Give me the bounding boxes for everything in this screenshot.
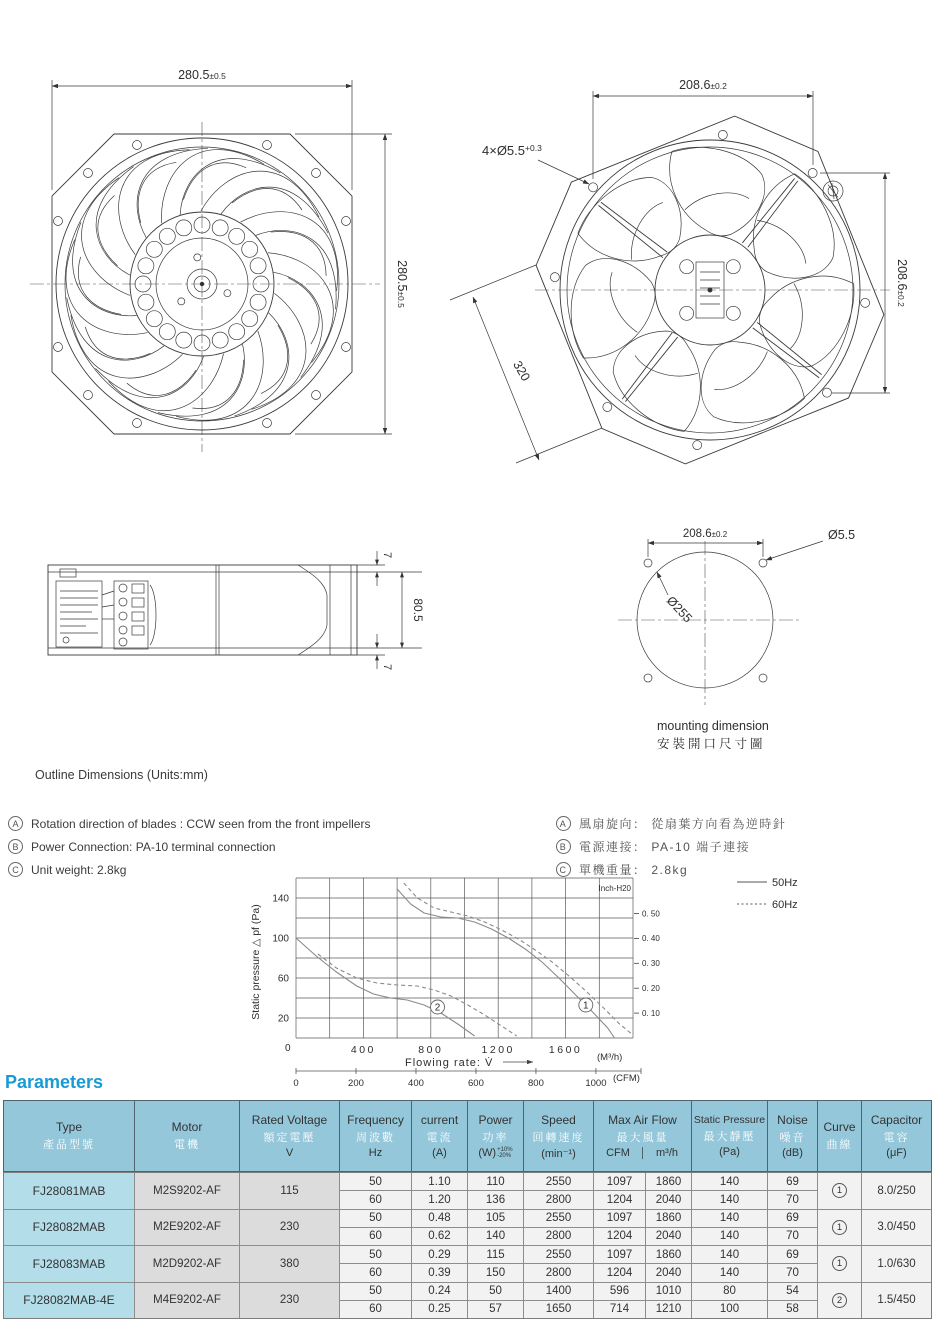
- note-text: 單機重量： 2.8kg: [579, 862, 689, 877]
- table-data-cell: 1860: [646, 1173, 691, 1190]
- x-tick-label: 1200: [481, 1044, 515, 1056]
- col-header-max-air-flow: Max Air Flow 最大風量 CFM m³/h: [594, 1101, 691, 1171]
- hub-center: [708, 288, 712, 292]
- table-voltage-cell: 230: [240, 1283, 339, 1319]
- table-data-cell: 50: [340, 1210, 411, 1227]
- note-text: Power Connection: PA-10 terminal connection: [31, 839, 276, 854]
- table-data-cell: 69: [768, 1173, 817, 1190]
- table-voltage-cell: 115: [240, 1173, 339, 1209]
- table-motor-cell: M2D9202-AF: [135, 1246, 239, 1282]
- blade: [201, 171, 328, 233]
- cfm-tick-label: 0: [293, 1078, 299, 1089]
- curve-number-label: 2: [434, 1002, 441, 1014]
- cutout-diameter-label: Ø255: [663, 593, 695, 626]
- mounting-holes-callout: $4\times Ø5.5^{+0.3}$: [482, 143, 542, 158]
- cfm-tick-label: 1000: [585, 1078, 607, 1089]
- hub-hole: [224, 290, 231, 297]
- blade: [572, 160, 702, 289]
- note-tag-circle: A: [8, 816, 23, 831]
- blade: [140, 121, 280, 242]
- table-type-cell: FJ28082MAB: [4, 1210, 134, 1246]
- frame-hole: [342, 343, 351, 352]
- table-data-cell: 105: [468, 1210, 523, 1227]
- chart-cfm-unit-label: (CFM): [613, 1073, 640, 1084]
- blade: [99, 122, 208, 263]
- table-voltage-cell: 380: [240, 1246, 339, 1282]
- hub-screw: [726, 260, 740, 274]
- performance-chart: [245, 870, 810, 1105]
- table-data-cell: 115: [468, 1246, 523, 1263]
- col-header-curve: Curve 曲線: [818, 1101, 861, 1171]
- table-data-cell: 140: [692, 1246, 767, 1263]
- table-data-cell: 1860: [646, 1210, 691, 1227]
- table-data-cell: 0.24: [412, 1283, 467, 1300]
- chart-x-unit-label: (M³/h): [597, 1052, 623, 1063]
- mounting-hole-diameter-label: Ø5.5: [828, 528, 856, 542]
- table-curve-cell: [818, 1246, 861, 1282]
- parameters-table-header: [3, 1100, 932, 1172]
- strut: [742, 178, 799, 248]
- table-data-cell: 2550: [524, 1246, 593, 1263]
- hub-hole: [178, 298, 185, 305]
- x-tick-label: 1600: [548, 1044, 583, 1056]
- table-data-cell: 50: [340, 1173, 411, 1190]
- curve-number-label: 1: [583, 1000, 589, 1012]
- table-data-cell: 0.62: [412, 1228, 467, 1245]
- table-data-cell: 1.20: [412, 1191, 467, 1208]
- mounting-caption-en: mounting dimension: [657, 719, 769, 733]
- curve-number-badge: 1: [832, 1220, 847, 1235]
- hub-rivet: [250, 294, 266, 310]
- table-data-cell: 1204: [594, 1191, 645, 1208]
- table-data-cell: 2800: [524, 1228, 593, 1245]
- outline-caption: Outline Dimensions (Units:mm): [35, 768, 208, 782]
- housing-detail: [48, 565, 357, 655]
- table-data-cell: 2800: [524, 1191, 593, 1208]
- table-type-cell: FJ28081MAB: [4, 1173, 134, 1209]
- front-width-dimension-label: 280.5±0.5: [178, 68, 226, 82]
- table-data-cell: 1010: [646, 1283, 691, 1300]
- table-data-cell: 1204: [594, 1264, 645, 1281]
- table-data-cell: 2040: [646, 1191, 691, 1208]
- parameters-table-body: [3, 1172, 932, 1319]
- table-data-cell: 54: [768, 1283, 817, 1300]
- strut: [598, 201, 668, 258]
- table-motor-cell: M2E9202-AF: [135, 1210, 239, 1246]
- table-data-cell: 596: [594, 1283, 645, 1300]
- table-data-cell: 58: [768, 1301, 817, 1318]
- note-text: Unit weight: 2.8kg: [31, 862, 127, 877]
- col-header-static-pressure: Static Pressure 最大靜壓 (Pa): [692, 1101, 767, 1171]
- table-data-cell: 50: [468, 1283, 523, 1300]
- note-text: Rotation direction of blades : CCW seen from the front impellers: [31, 816, 371, 831]
- curve-number-badge: 2: [832, 1293, 847, 1308]
- frame-hole: [54, 343, 63, 352]
- table-data-cell: 1097: [594, 1246, 645, 1263]
- hub-rivet: [146, 311, 162, 327]
- mounting-caption-cn: 安裝開口尺寸圖: [657, 737, 766, 751]
- table-data-cell: 100: [692, 1301, 767, 1318]
- hub-rivet: [176, 332, 192, 348]
- table-data-cell: 0.29: [412, 1246, 467, 1263]
- chart-x-axis-label: Flowing rate: V̇: [405, 1057, 494, 1069]
- table-data-cell: 70: [768, 1228, 817, 1245]
- col-header-motor: Motor 電機: [135, 1101, 239, 1171]
- frame-hole: [312, 169, 321, 178]
- y-tick-label: 140: [272, 893, 289, 905]
- hub-rivet: [159, 324, 175, 340]
- x-tick-label: 400: [350, 1044, 376, 1056]
- hub-hole: [194, 254, 201, 261]
- front-dimensions: [52, 80, 392, 434]
- table-data-cell: 136: [468, 1191, 523, 1208]
- frame-hole: [717, 129, 729, 141]
- hub-rivet: [176, 220, 192, 236]
- frame-hole: [84, 169, 93, 178]
- hub-screw: [726, 306, 740, 320]
- hub-screw: [680, 260, 694, 274]
- table-capacitor-cell: 8.0/250: [862, 1173, 931, 1209]
- right-tick-label: 0. 10: [642, 1008, 660, 1018]
- chart-grid: [296, 878, 633, 1038]
- hub-screw: [680, 306, 694, 320]
- col-header-noise: Noise 噪音 (dB): [768, 1101, 817, 1171]
- frame-hole: [54, 217, 63, 226]
- blade: [95, 333, 234, 428]
- frame-hole: [342, 217, 351, 226]
- table-data-cell: 57: [468, 1301, 523, 1318]
- legend-label: 60Hz: [772, 899, 798, 911]
- strut: [753, 322, 823, 379]
- note-tag-circle: B: [8, 839, 23, 854]
- side-dim-top-label: 7: [381, 551, 393, 559]
- right-tick-label: 0. 50: [642, 909, 660, 919]
- blade: [49, 297, 188, 392]
- curve-number-badge: 1: [832, 1256, 847, 1271]
- mounting-dimension-drawing: [600, 515, 935, 765]
- right-tick-label: 0. 40: [642, 934, 660, 944]
- table-data-cell: 140: [692, 1228, 767, 1245]
- right-tick-label: 0. 20: [642, 984, 660, 993]
- note-text: 風扇旋向： 從扇葉方向看為逆時針: [579, 816, 787, 831]
- table-data-cell: 1097: [594, 1173, 645, 1190]
- cfm-tick-label: 800: [528, 1078, 544, 1089]
- frame-hole: [549, 271, 561, 283]
- col-header-speed: Speed 回轉速度 (min⁻¹): [524, 1101, 593, 1171]
- frame-hole: [133, 141, 142, 150]
- hub-rivet: [250, 258, 266, 274]
- col-header-power: Power 功率 (W) +10% -20%: [468, 1101, 523, 1171]
- table-data-cell: 1210: [646, 1301, 691, 1318]
- table-capacitor-cell: 1.5/450: [862, 1283, 931, 1319]
- note-line: [556, 839, 931, 854]
- table-data-cell: 150: [468, 1264, 523, 1281]
- col-header-rated-voltage: Rated Voltage 額定電壓 V: [240, 1101, 339, 1171]
- hub-rivet: [146, 241, 162, 257]
- table-data-cell: 2550: [524, 1210, 593, 1227]
- table-type-cell: FJ28082MAB-4E: [4, 1283, 134, 1319]
- note-tag-circle: C: [8, 862, 23, 877]
- chart-legend: [737, 877, 798, 911]
- frame-hole: [263, 419, 272, 428]
- table-data-cell: 140: [692, 1191, 767, 1208]
- table-data-cell: 0.25: [412, 1301, 467, 1318]
- curve-number-badge: 1: [832, 1183, 847, 1198]
- table-data-cell: 2550: [524, 1173, 593, 1190]
- table-data-cell: 1097: [594, 1210, 645, 1227]
- y-tick-label: 60: [277, 973, 289, 985]
- table-data-cell: 1860: [646, 1246, 691, 1263]
- note-line: [8, 839, 538, 854]
- note-tag-circle: A: [556, 816, 571, 831]
- table-data-cell: 140: [692, 1210, 767, 1227]
- hub-rivet: [212, 332, 228, 348]
- table-voltage-cell: 230: [240, 1210, 339, 1246]
- rear-width-dimension-label: 208.6±0.2: [679, 78, 727, 92]
- fan-side-view-drawing: [30, 545, 430, 720]
- right-tick-label: 0. 30: [642, 959, 660, 969]
- frame-hole: [691, 439, 703, 451]
- note-tag-circle: C: [556, 862, 571, 877]
- table-data-cell: 80: [692, 1283, 767, 1300]
- curve-dashed: [318, 954, 517, 1036]
- hub-rivet: [242, 241, 258, 257]
- cfm-tick-label: 200: [348, 1078, 364, 1089]
- table-data-cell: 0.39: [412, 1264, 467, 1281]
- housing-outline: [48, 565, 357, 655]
- y-tick-label: 100: [272, 933, 289, 945]
- table-data-cell: 1.10: [412, 1173, 467, 1190]
- curve-solid: [296, 938, 475, 1036]
- cfm-tick-label: 400: [408, 1078, 424, 1089]
- table-motor-cell: M2S9202-AF: [135, 1173, 239, 1209]
- diagonal-dimension-label: 320: [510, 358, 533, 384]
- hub-rivet: [138, 258, 154, 274]
- table-data-cell: 69: [768, 1246, 817, 1263]
- mounting-width-dimension-label: 208.6±0.2: [682, 528, 728, 540]
- shaft-center-dot: [200, 282, 204, 286]
- rear-height-dimension-label: 208.6±0.2: [895, 259, 909, 307]
- table-data-cell: 60: [340, 1191, 411, 1208]
- hub-rivet: [138, 294, 154, 310]
- hub-rivet: [229, 324, 245, 340]
- frame-hole: [133, 419, 142, 428]
- fan-rear-view-drawing: [440, 75, 935, 485]
- frame-hole: [263, 141, 272, 150]
- cfm-tick-label: 600: [468, 1078, 484, 1089]
- blade: [567, 254, 661, 359]
- parameters-title: Parameters: [5, 1072, 104, 1092]
- hub-rivet: [212, 220, 228, 236]
- x-tick-label: 800: [418, 1044, 444, 1056]
- blade: [747, 256, 862, 378]
- table-data-cell: 140: [468, 1228, 523, 1245]
- chart-y-axis-label: Static pressure △ pf (Pa): [250, 904, 262, 1020]
- table-data-cell: 140: [692, 1264, 767, 1281]
- chart-right-axis-label: Inch-H20: [598, 884, 631, 893]
- frame-hole: [312, 391, 321, 400]
- blade: [661, 143, 770, 241]
- table-motor-cell: M4E9202-AF: [135, 1283, 239, 1319]
- table-data-cell: 2800: [524, 1264, 593, 1281]
- table-capacitor-cell: 1.0/630: [862, 1246, 931, 1282]
- frame-hole: [84, 391, 93, 400]
- note-line: [8, 816, 538, 831]
- table-data-cell: 60: [340, 1228, 411, 1245]
- table-data-cell: 2040: [646, 1228, 691, 1245]
- col-header-capacitor: Capacitor 電容 (μF): [862, 1101, 931, 1171]
- legend-label: 50Hz: [772, 877, 798, 889]
- table-data-cell: 69: [768, 1210, 817, 1227]
- chart-origin-label: 0: [285, 1043, 291, 1054]
- note-line: [556, 816, 931, 831]
- table-data-cell: 1204: [594, 1228, 645, 1245]
- note-tag-circle: B: [556, 839, 571, 854]
- mounting-dimensions: [648, 539, 823, 595]
- side-dim-depth-label: 80.5: [411, 598, 425, 622]
- blade: [158, 317, 288, 453]
- table-data-cell: 60: [340, 1301, 411, 1318]
- col-header-type: Type 產品型號: [4, 1101, 134, 1171]
- y-tick-label: 20: [277, 1013, 289, 1025]
- table-data-cell: 70: [768, 1264, 817, 1281]
- chart-cfm-axis: [293, 1068, 641, 1089]
- col-header-frequency: Frequency 周波數 Hz: [340, 1101, 411, 1171]
- note-text: 電源連接： PA-10 端子連接: [579, 839, 751, 854]
- table-data-cell: 110: [468, 1173, 523, 1190]
- frame-hole: [859, 297, 871, 309]
- table-capacitor-cell: 3.0/450: [862, 1210, 931, 1246]
- table-data-cell: 50: [340, 1283, 411, 1300]
- table-data-cell: 714: [594, 1301, 645, 1318]
- table-data-cell: 60: [340, 1264, 411, 1281]
- col-header-current: current 電流 (A): [412, 1101, 467, 1171]
- front-height-dimension-label: 280.5±0.5: [395, 260, 409, 308]
- table-data-cell: 140: [692, 1173, 767, 1190]
- table-data-cell: 2040: [646, 1264, 691, 1281]
- fan-front-view-drawing: [20, 60, 440, 480]
- curve-solid: [397, 889, 614, 1038]
- table-data-cell: 0.48: [412, 1210, 467, 1227]
- table-data-cell: 70: [768, 1191, 817, 1208]
- table-curve-cell: [818, 1173, 861, 1209]
- hub-rivet: [229, 228, 245, 244]
- hub-rivet: [242, 311, 258, 327]
- table-curve-cell: [818, 1210, 861, 1246]
- side-dim-bottom-label: 7: [381, 663, 393, 671]
- table-data-cell: 1400: [524, 1283, 593, 1300]
- blade: [598, 313, 727, 438]
- mounting-holes: [644, 559, 767, 682]
- blade: [688, 325, 807, 436]
- table-data-cell: 1650: [524, 1301, 593, 1318]
- cable-gland-connector: [820, 178, 846, 204]
- table-curve-cell: [818, 1283, 861, 1319]
- hub-rivet: [159, 228, 175, 244]
- table-data-cell: 50: [340, 1246, 411, 1263]
- table-type-cell: FJ28083MAB: [4, 1246, 134, 1282]
